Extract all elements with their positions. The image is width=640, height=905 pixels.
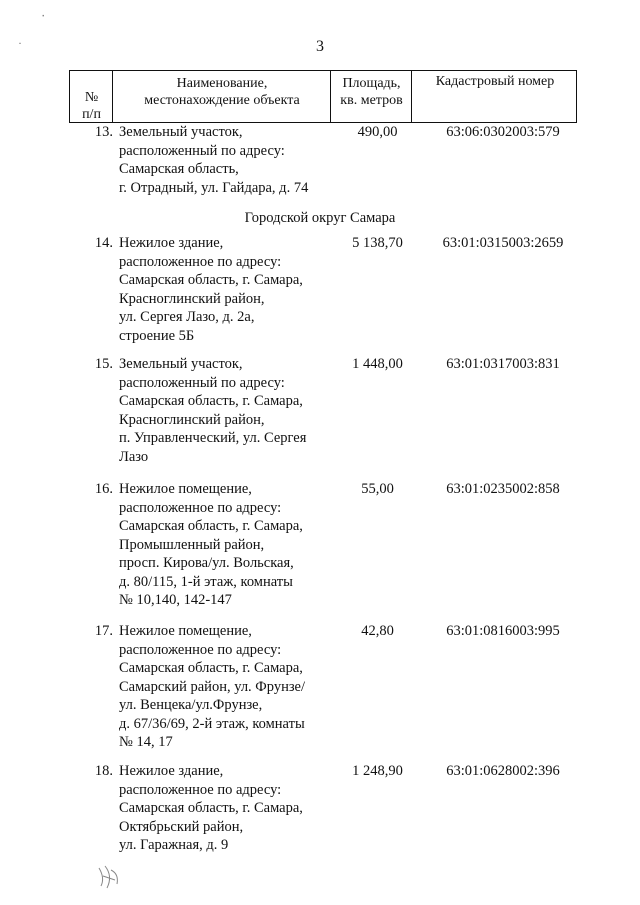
- description-line: г. Отрадный, ул. Гайдара, д. 74: [119, 179, 309, 196]
- description-line: расположенное по адресу:: [119, 641, 282, 658]
- row-number: 14.: [94, 235, 113, 251]
- description-line: п. Управленческий, ул. Сергея: [119, 430, 307, 446]
- description-line: Самарская область, г. Самара,: [119, 272, 303, 288]
- description-line: Промышленный район,: [119, 536, 265, 553]
- description-line: расположенное по адресу:: [119, 253, 282, 270]
- description-line: расположенное по адресу:: [119, 781, 282, 798]
- header-cadastral-label: Кадастровый номер: [435, 74, 555, 89]
- row-number: 15.: [94, 356, 113, 372]
- description-line: Самарская область, г. Самара,: [119, 518, 303, 534]
- scan-speck: ·: [18, 36, 22, 50]
- header-name-line: местонахождение объекта: [144, 93, 300, 108]
- description-line: Самарский район, ул. Фрунзе/: [119, 678, 306, 695]
- page-number: 3: [316, 38, 324, 55]
- description-line: строение 5Б: [119, 327, 195, 344]
- description-line: Самарская область, г. Самара,: [119, 660, 303, 676]
- row-area: 1 448,00: [352, 356, 403, 372]
- description-line: д. 80/115, 1-й этаж, комнаты: [119, 573, 293, 590]
- row-number: 17.: [94, 623, 113, 639]
- description-line: Нежилое здание,: [119, 235, 224, 251]
- scan-speck: ٠: [40, 8, 47, 22]
- description-line: просп. Кирова/ул. Вольская,: [119, 555, 294, 571]
- row-description: [119, 622, 339, 752]
- description-line: расположенный по адресу:: [119, 142, 285, 159]
- row-description: [119, 355, 339, 466]
- row-description: [119, 123, 339, 197]
- row-number: 13.: [94, 124, 113, 140]
- row-description: [119, 480, 339, 610]
- row-description: [119, 762, 339, 855]
- description-line: Красноглинский район,: [119, 290, 265, 307]
- description-line: Нежилое здание,: [119, 763, 224, 779]
- row-cadastral-number: 63:01:0315003:2659: [442, 235, 564, 251]
- row-cadastral-number: 63:01:0628002:396: [446, 763, 560, 779]
- description-line: д. 67/36/69, 2-й этаж, комнаты: [119, 715, 305, 732]
- description-line: Лазо: [119, 448, 149, 465]
- description-line: Октябрьский район,: [119, 818, 244, 835]
- header-name-label: [113, 75, 331, 109]
- description-line: Самарская область, г. Самара,: [119, 393, 303, 409]
- description-line: Самарская область,: [119, 161, 239, 177]
- row-area: 55,00: [361, 481, 394, 497]
- description-line: расположенный по адресу:: [119, 374, 285, 391]
- description-line: Самарская область, г. Самара,: [119, 800, 303, 816]
- row-number: 16.: [94, 481, 113, 497]
- header-number-text: № п/п: [82, 90, 101, 122]
- row-number: 18.: [94, 763, 113, 779]
- row-description: [119, 234, 339, 345]
- header-area-label: [331, 75, 412, 109]
- header-number-label: [70, 89, 113, 123]
- row-area: 1 248,90: [352, 763, 403, 779]
- header-area-line: Площадь,: [342, 76, 401, 91]
- row-area: 42,80: [361, 623, 394, 639]
- row-cadastral-number: 63:01:0816003:995: [446, 623, 560, 639]
- description-line: Нежилое помещение,: [119, 481, 252, 497]
- description-line: Земельный участок,: [119, 124, 243, 140]
- row-cadastral-number: 63:06:0302003:579: [446, 124, 560, 140]
- description-line: Нежилое помещение,: [119, 623, 252, 639]
- description-line: Земельный участок,: [119, 356, 243, 372]
- row-area: 490,00: [357, 124, 398, 140]
- description-line: ул. Венцека/ул.Фрунзе,: [119, 697, 263, 713]
- header-name-line: Наименование,: [176, 76, 268, 91]
- row-area: 5 138,70: [352, 235, 403, 251]
- section-title: Городской округ Самара: [244, 210, 396, 226]
- description-line: Красноглинский район,: [119, 411, 265, 428]
- description-line: № 14, 17: [119, 734, 173, 750]
- header-area-line: кв. метров: [340, 93, 403, 108]
- table-header: [69, 70, 577, 123]
- description-line: ул. Сергея Лазо, д. 2а,: [119, 309, 255, 325]
- description-line: ул. Гаражная, д. 9: [119, 837, 229, 853]
- description-line: расположенное по адресу:: [119, 499, 282, 516]
- row-cadastral-number: 63:01:0235002:858: [446, 481, 560, 497]
- description-line: № 10,140, 142-147: [119, 592, 232, 608]
- handwritten-mark-icon: [95, 862, 129, 892]
- row-cadastral-number: 63:01:0317003:831: [446, 356, 560, 372]
